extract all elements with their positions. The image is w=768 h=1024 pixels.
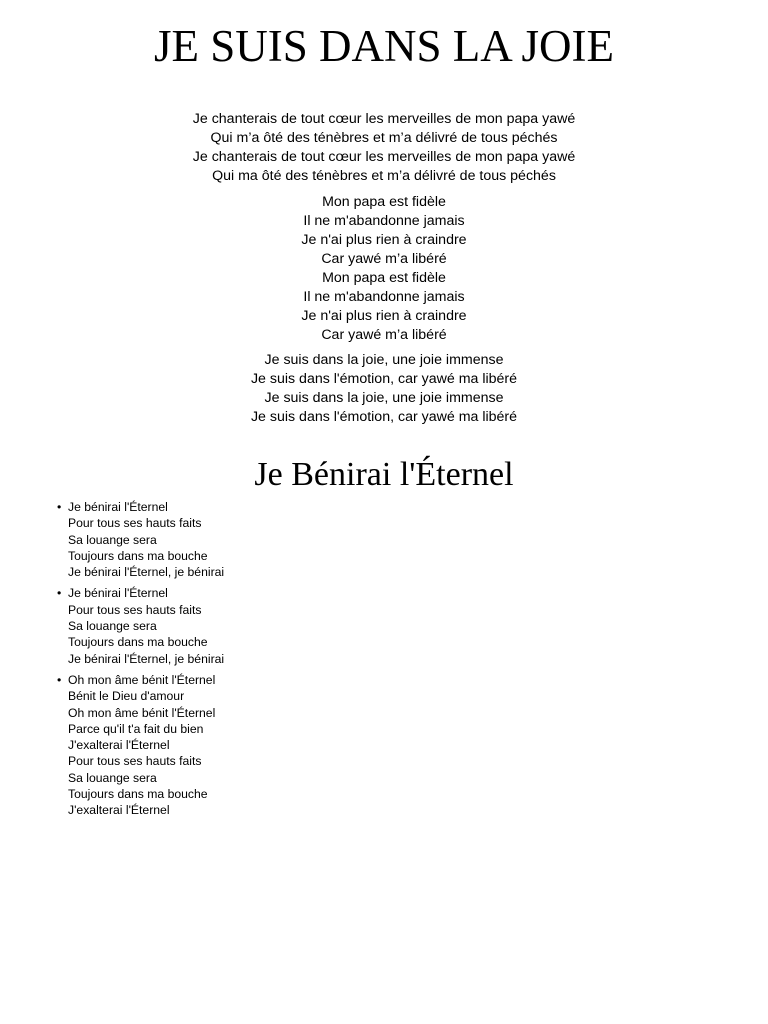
- verse-3: [57, 672, 417, 819]
- lyric-line: Qui m’a ôté des ténèbres et m’a délivré de tous péchés: [210, 130, 558, 146]
- lyric-line: Je bénirai l'Éternel, je bénirai: [68, 651, 225, 666]
- lyric-line: Pour tous ses hauts faits: [68, 754, 202, 769]
- verse-list: [57, 499, 417, 824]
- lyric-line: Mon papa est fidèle: [322, 194, 446, 210]
- lyric-line: Je suis dans la joie, une joie immense: [264, 390, 504, 406]
- lyric-line: Je suis dans l'émotion, car yawé ma libéré: [250, 409, 518, 425]
- lyric-line: Toujours dans ma bouche: [68, 787, 208, 802]
- lyric-line: Il ne m'abandonne jamais: [303, 213, 465, 229]
- stanza-2: [0, 193, 768, 345]
- lyric-line: Parce qu'il t'a fait du bien: [68, 721, 204, 736]
- bullet-icon: •: [57, 500, 62, 514]
- lyric-line: Oh mon âme bénit l'Éternel: [68, 705, 216, 720]
- lyric-line: Il ne m'abandonne jamais: [303, 289, 465, 305]
- lyric-line: Je n'ai plus rien à craindre: [301, 308, 467, 324]
- lyric-line: Mon papa est fidèle: [322, 270, 446, 286]
- stanza-1: [0, 110, 768, 186]
- lyric-line: Je bénirai l'Éternel, je bénirai: [68, 565, 225, 580]
- lyric-line: Pour tous ses hauts faits: [68, 602, 202, 617]
- song-title-je-benirai-l-eternel: Je Bénirai l'Éternel: [254, 456, 514, 493]
- lyric-line: Pour tous ses hauts faits: [68, 516, 202, 531]
- lyric-line: Je bénirai l'Éternel: [68, 500, 168, 514]
- lyric-line: J'exalterai l'Éternel: [68, 803, 170, 818]
- lyric-line: Car yawé m’a libéré: [321, 251, 447, 267]
- lyric-line: Je n'ai plus rien à craindre: [301, 232, 467, 248]
- lyric-line: Je suis dans la joie, une joie immense: [264, 352, 504, 368]
- lyric-line: Sa louange sera: [68, 770, 157, 785]
- lyric-line: Qui ma ôté des ténèbres et m’a délivré de tous péchés: [212, 168, 556, 184]
- lyric-line: Je bénirai l'Éternel: [68, 586, 168, 601]
- lyric-line: Car yawé m’a libéré: [321, 327, 447, 343]
- bullet-icon: •: [57, 672, 62, 687]
- verse-1: [57, 499, 417, 580]
- lyric-line: Oh mon âme bénit l'Éternel: [68, 672, 216, 687]
- song-title-je-suis-dans-la-joie: JE SUIS DANS LA JOIE: [153, 21, 615, 71]
- lyric-line: Sa louange sera: [68, 619, 157, 634]
- lyric-line: Je chanterais de tout cœur les merveilles de mon papa yawé: [192, 149, 576, 165]
- bullet-icon: •: [57, 586, 62, 601]
- lyric-line: Bénit le Dieu d'amour: [68, 689, 185, 704]
- lyric-line: J'exalterai l'Éternel: [68, 738, 170, 753]
- lyric-line: Sa louange sera: [68, 532, 157, 547]
- lyric-line: Toujours dans ma bouche: [68, 548, 208, 563]
- lyric-line: Toujours dans ma bouche: [68, 635, 208, 650]
- lyric-line: Je chanterais de tout cœur les merveilles de mon papa yawé: [192, 111, 576, 127]
- verse-2: [57, 585, 417, 666]
- stanza-3: [0, 351, 768, 427]
- lyric-line: Je suis dans l'émotion, car yawé ma libéré: [250, 371, 518, 387]
